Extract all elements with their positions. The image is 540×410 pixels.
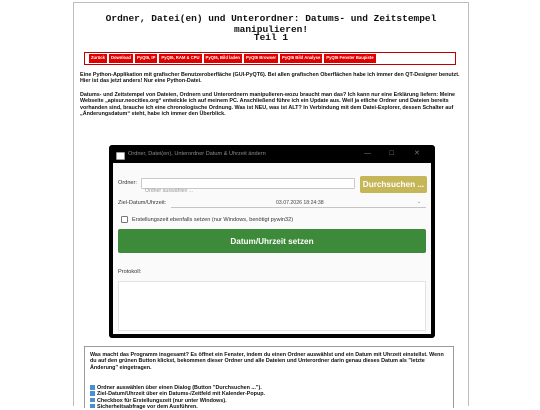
page-content <box>73 2 469 410</box>
nav-link-pyqt6-browser[interactable]: PyQt6 Browser <box>244 54 278 62</box>
nav-link-pyqt6-ip[interactable]: PyQt6, IP <box>135 54 157 62</box>
bullet-icon <box>90 385 95 390</box>
datetime-label: Ziel-Datum/Uhrzeit: <box>118 200 167 206</box>
browse-button[interactable]: Durchsuchen ... <box>360 176 427 193</box>
folder-input[interactable] <box>142 187 360 196</box>
nav-bar <box>84 52 456 65</box>
folder-field[interactable] <box>141 178 355 189</box>
feature-list <box>90 385 448 410</box>
datetime-value: 03.07.2026 18:24:38 <box>276 200 324 206</box>
window-titlebar <box>113 147 431 163</box>
window-client-area <box>113 163 431 334</box>
nav-link-pyqt6-ram-cpu[interactable]: PyQt6, RAM & CPU <box>159 54 201 62</box>
chevron-down-icon[interactable]: ⌄ <box>417 199 422 205</box>
nav-link-download[interactable]: Download <box>109 54 133 62</box>
nav-link-pyqt6-fenster-baupiste[interactable]: PyQt6 Fenster Baupiste <box>324 54 375 62</box>
list-item: Ordner auswählen über einen Dialog (Button "Durchsuchen ..."). <box>90 385 448 391</box>
creation-time-checkbox[interactable] <box>121 216 128 223</box>
nav-link-pyqt6-bild-analyse[interactable]: PyQt6 Bild Analyse <box>280 54 322 62</box>
app-window-screenshot <box>109 145 435 338</box>
intro-paragraph-1: Eine Python-Applikation mit grafischer Benutzeroberfläche (GUI-PyQT6). Bei allen grafischen Oberflächen habe ich immer den QT-Designer benutzt. Hier ist das jetzt anders! Nur eine Python-Datei. <box>80 72 460 85</box>
page-subtitle: Teil 1 <box>253 32 289 43</box>
window-title: Ordner, Datei(en), Unterordner Datum & Uhrzeit ändern <box>128 151 266 157</box>
page-title: Ordner, Datei(en) und Unterordner: Datums- und Zeitstempel manipulieren! <box>105 13 437 35</box>
bullet-icon <box>90 398 95 403</box>
list-item: Ziel-Datum/Uhrzeit über ein Datums-/Zeitfeld mit Kalender-Popup. <box>90 391 448 397</box>
list-item: Checkbox für Erstellungszeit (nur unter Windows). <box>90 398 448 404</box>
set-datetime-button[interactable]: Datum/Uhrzeit setzen <box>118 229 426 253</box>
nav-link-zurueck[interactable]: Zurück <box>89 54 107 62</box>
minimize-icon[interactable]: — <box>364 150 371 157</box>
log-label: Protokoll: <box>118 269 142 275</box>
nav-link-pyqt6-bild-laden[interactable]: PyQt6, Bild laden <box>204 54 242 62</box>
datetime-field[interactable] <box>171 199 426 208</box>
bullet-icon <box>90 404 95 409</box>
creation-time-label: Erstellungszeit ebenfalls setzen (nur Windows, benötigt pywin32) <box>132 217 294 223</box>
log-textarea[interactable] <box>118 281 426 331</box>
maximize-icon[interactable]: ☐ <box>389 151 395 157</box>
description-box <box>84 346 454 408</box>
intro-paragraph-2: Datums- und Zeitstempel von Dateien, Ordnern und Unterordnern manipulieren-wozu braucht man das? Ich kann nur eine Erklärung liefern: Meine Webseite „apisur.neocities.org“ entwickle ich auf meinem PC. Anschließend führe ich ein Update aus. Weil ja etliche Ordner und Dateien bereits vorhanden sind, brauche ich eine chronologische Ordnung. Was ist NEU, was ist ALT? In Verbindung mit dem Datei-Explorer, dessen Schalter auf „Änderungsdatum“ steht, habe ich immer den Überblick. <box>80 92 456 117</box>
description-text: Was macht das Programm insgesamt? Es öffnet ein Fenster, indem du einen Ordner auswählst und ein Datum mit Uhrzeit einstellst. Wenn du auf den grünen Button klickst, bekommen dieser Ordner und alle Dateien und Unterordner darin genau dieses Datum als "letzte Änderung" eingetragen. <box>90 352 444 371</box>
list-item: Sicherheitsabfrage vor dem Ausführen. <box>90 404 448 410</box>
bullet-icon <box>90 391 95 396</box>
folder-label: Ordner: <box>118 180 137 186</box>
app-window-icon <box>116 152 125 160</box>
close-icon[interactable]: ✕ <box>414 150 420 157</box>
